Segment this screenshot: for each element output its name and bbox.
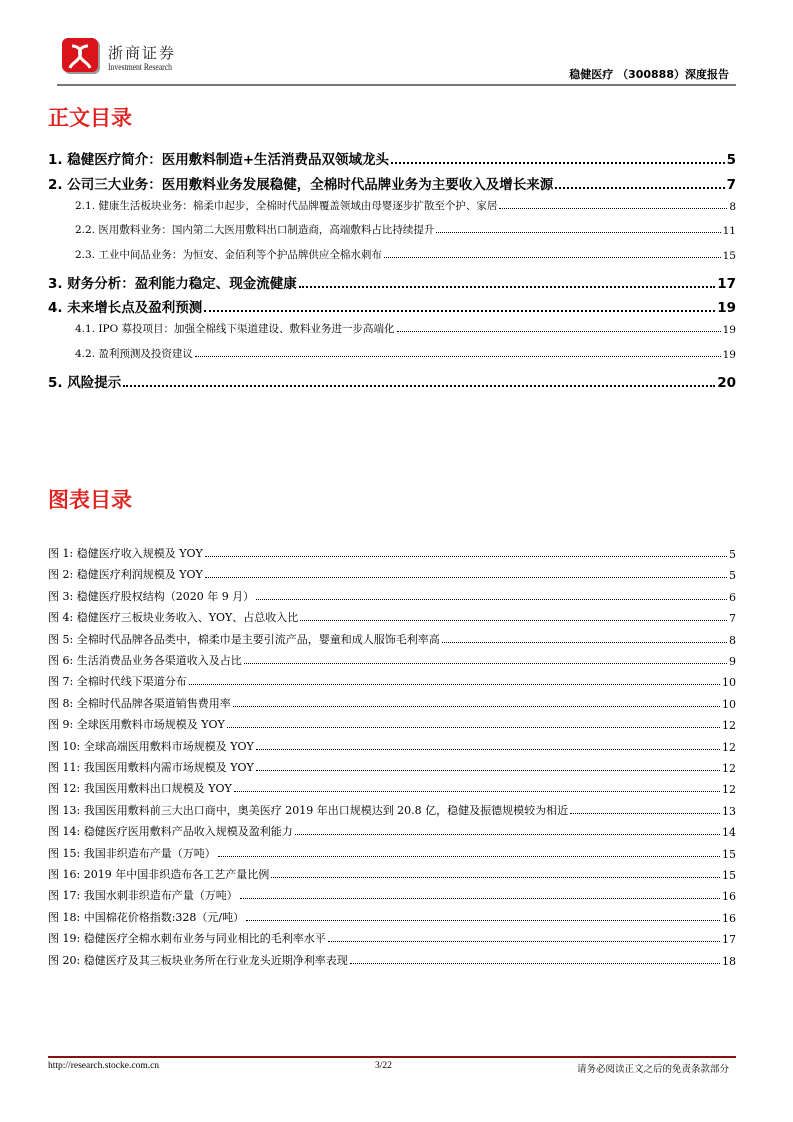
dot-leader [442, 642, 727, 643]
toc-entry-label: 1. 稳健医疗简介：医用敷料制造+生活消费品双领域龙头 [48, 152, 390, 168]
figure-entry-label: 图 14: 稳健医疗医用敷料产品收入规模及盈利能力 [48, 825, 293, 839]
figure-entry[interactable] [48, 609, 736, 625]
figure-entry-page: 5 [729, 548, 736, 561]
figure-entry-label: 图 6: 生活消费品业务各渠道收入及占比 [48, 654, 242, 667]
toc-entry[interactable] [75, 247, 736, 262]
dot-leader [499, 208, 727, 209]
figure-entry-label: 图 7: 全棉时代线下渠道分布 [48, 675, 187, 689]
dot-leader [195, 356, 721, 357]
toc-entry[interactable] [48, 371, 736, 391]
toc-entry[interactable] [75, 321, 736, 336]
dot-leader [391, 162, 725, 164]
dot-leader [570, 813, 720, 814]
figures-title: 图表目录 [48, 488, 132, 512]
report-title: 稳健医疗 （300888）深度报告 [569, 68, 729, 81]
figure-entry[interactable] [48, 588, 736, 604]
page-number: 3/22 [375, 1061, 392, 1071]
figure-entry-label: 图 16: 2019 年中国非织造布各工艺产量比例 [48, 868, 270, 881]
header-divider [57, 84, 736, 86]
figure-entry-label: 图 12: 我国医用敷料出口规模及 YOY [48, 782, 232, 796]
figure-entry-label: 图 4: 稳健医疗三板块业务收入、YOY、占总收入比 [48, 611, 299, 625]
brand-subtitle: Investment Research [108, 62, 172, 72]
figure-entry[interactable] [48, 866, 736, 882]
dot-leader [256, 599, 727, 600]
toc-entry[interactable] [48, 296, 736, 316]
dot-leader [205, 577, 727, 578]
dot-leader [328, 941, 720, 942]
figure-entry[interactable] [48, 930, 736, 946]
dot-leader [256, 749, 720, 750]
dot-leader [205, 556, 727, 557]
figure-entry-label: 图 20: 稳健医疗及其三板块业务所在行业龙头近期净利率表现 [48, 953, 348, 967]
figure-entry-page: 10 [722, 697, 736, 711]
figure-entry-label: 图 11: 我国医用敷料内需市场规模及 YOY [48, 761, 254, 774]
toc-entry-page: 15 [722, 250, 736, 262]
figure-entry-label: 图 17: 我国水刺非织造布产量（万吨） [48, 889, 238, 903]
dot-leader [246, 920, 720, 921]
toc-entry-page: 17 [717, 276, 736, 292]
dot-leader [189, 684, 720, 685]
toc-entry[interactable] [48, 173, 736, 193]
figure-entry[interactable] [48, 952, 736, 968]
figure-entry[interactable] [48, 652, 736, 668]
figure-entry[interactable] [48, 695, 736, 711]
figure-entry[interactable] [48, 887, 736, 903]
toc-entry[interactable] [48, 148, 736, 168]
figure-entry-label: 图 5: 全棉时代品牌各品类中，棉柔巾是主要引流产品，婴童和成人服饰毛利率高 [48, 632, 440, 646]
figure-entry-label: 图 8: 全棉时代品牌各渠道销售费用率 [48, 696, 231, 710]
figure-entry-page: 14 [722, 826, 736, 840]
dot-leader [555, 187, 724, 189]
figure-entry[interactable] [48, 759, 736, 775]
figure-entry-label: 图 1: 稳健医疗收入规模及 YOY [48, 547, 203, 560]
figure-entry-label: 图 18: 中国棉花价格指数:328（元/吨） [48, 910, 245, 924]
figure-entry-label: 图 9: 全球医用敷料市场规模及 YOY [48, 718, 225, 732]
figure-entry-page: 15 [722, 847, 736, 861]
dot-leader [234, 791, 720, 792]
figure-entry[interactable] [48, 845, 736, 861]
toc-entry-page: 5 [726, 152, 736, 168]
brand-name: 浙商证券 [108, 44, 177, 62]
figure-entry-label: 图 13: 我国医用敷料前三大出口商中，奥美医疗 2019 年出口规模达到 20.8 亿，稳健及振德规模较为相近 [48, 803, 569, 817]
figure-entry-label: 图 10: 全球高端医用敷料市场规模及 YOY [48, 739, 254, 753]
toc-entry-page: 7 [726, 177, 736, 193]
toc-entry[interactable] [75, 222, 736, 237]
toc-entry-label: 5. 风险提示 [48, 375, 122, 391]
toc-entry-page: 20 [717, 375, 736, 391]
dot-leader [299, 286, 715, 288]
dot-leader [295, 834, 720, 835]
toc-entry-label: 2.3. 工业中间品业务：为恒安、金佰利等个护品牌供应全棉水刺布 [75, 249, 382, 261]
dot-leader [218, 856, 720, 857]
figure-entry-page: 12 [722, 719, 736, 733]
figure-entry[interactable] [48, 566, 736, 582]
figure-entry-page: 18 [722, 954, 736, 968]
figure-entry-page: 16 [722, 911, 736, 925]
toc-entry-page: 19 [717, 300, 736, 316]
figure-entry[interactable] [48, 909, 736, 925]
company-logo [62, 38, 102, 76]
toc-entry-label: 2. 公司三大业务：医用敷料业务发展稳健，全棉时代品牌业务为主要收入及增长来源 [48, 177, 554, 193]
toc-entry-page: 19 [722, 349, 736, 361]
figure-entry-page: 15 [722, 869, 736, 882]
figure-entry[interactable] [48, 716, 736, 732]
dot-leader [123, 385, 715, 387]
dot-leader [300, 620, 727, 621]
figure-entry-page: 6 [729, 590, 736, 604]
dot-leader [227, 727, 720, 728]
footer-url[interactable]: http://research.stocke.com.cn [48, 1061, 160, 1071]
figure-entry-page: 10 [722, 676, 736, 690]
dot-leader [204, 310, 715, 312]
footer-disclaimer: 请务必阅读正文之后的免责条款部分 [576, 1065, 729, 1075]
figure-entry-page: 16 [722, 890, 736, 904]
figure-entry-label: 图 2: 稳健医疗利润规模及 YOY [48, 568, 203, 582]
figure-entry-page: 12 [722, 783, 736, 797]
figure-entry[interactable] [48, 545, 736, 561]
dot-leader [240, 898, 720, 899]
figure-entry-page: 12 [722, 762, 736, 775]
figure-entry[interactable] [48, 673, 736, 689]
figure-entry-page: 13 [722, 804, 736, 818]
toc-entry[interactable] [48, 272, 736, 292]
figure-entry-page: 5 [729, 569, 736, 583]
dot-leader [384, 257, 721, 258]
figure-entry-page: 7 [729, 612, 736, 626]
dot-leader [244, 663, 727, 664]
toc-entry-label: 4.1. IPO 募投项目：加强全棉线下渠道建设、敷料业务进一步高端化 [75, 323, 395, 335]
toc-entry-label: 4.2. 盈利预测及投资建议 [75, 348, 193, 360]
toc-entry-page: 11 [722, 225, 736, 237]
figure-entry[interactable] [48, 738, 736, 754]
figure-entry-label: 图 3: 稳健医疗股权结构（2020 年 9 月） [48, 589, 255, 603]
figure-entry-page: 12 [722, 740, 736, 754]
toc-entry-label: 2.2. 医用敷料业务：国内第二大医用敷料出口制造商，高端敷料占比持续提升 [75, 224, 435, 236]
toc-entry-page: 19 [722, 324, 736, 336]
toc-entry[interactable] [75, 346, 736, 361]
toc-entry-label: 2.1. 健康生活板块业务：棉柔巾起步，全棉时代品牌覆盖领域由母婴逐步扩散至个护、家居 [75, 200, 498, 212]
dot-leader [350, 963, 720, 964]
dot-leader [233, 706, 720, 707]
toc-title: 正文目录 [48, 106, 132, 130]
toc-entry-page: 8 [729, 201, 736, 213]
toc-entry-label: 4. 未来增长点及盈利预测 [48, 300, 203, 316]
toc-entry-label: 3. 财务分析：盈利能力稳定、现金流健康 [48, 276, 297, 292]
figure-entry-page: 17 [722, 933, 736, 947]
figure-entry-label: 图 15: 我国非织造布产量（万吨） [48, 846, 216, 860]
figure-entry-page: 9 [729, 655, 736, 668]
figure-entry-label: 图 19: 稳健医疗全棉水刺布业务与同业相比的毛利率水平 [48, 932, 326, 946]
dot-leader [256, 770, 720, 771]
footer-divider [48, 1056, 736, 1058]
figure-entry[interactable] [48, 823, 736, 839]
dot-leader [436, 232, 720, 233]
figure-entry[interactable] [48, 631, 736, 647]
toc-entry[interactable] [75, 198, 736, 213]
dot-leader [397, 331, 721, 332]
dot-leader [271, 877, 720, 878]
figure-entry[interactable] [48, 780, 736, 796]
figure-entry[interactable] [48, 802, 736, 818]
figure-entry-page: 8 [729, 633, 736, 647]
